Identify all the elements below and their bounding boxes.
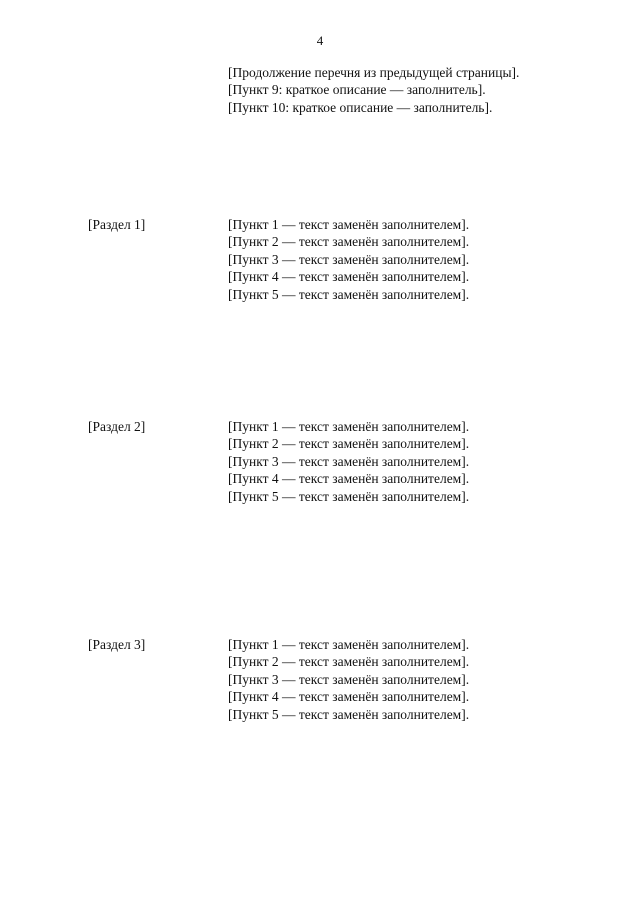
lead-item: [Продолжение перечня из предыдущей страницы]. — [228, 65, 520, 80]
section-2-content — [228, 418, 573, 505]
section-3-content — [228, 636, 573, 723]
section-3-label: [Раздел 3] — [88, 637, 146, 652]
list-item: [Пункт 3 — текст заменён заполнителем]. — [228, 251, 470, 267]
page-number: 4 — [316, 33, 324, 48]
list-item: [Пункт 1 — текст заменён заполнителем]. — [228, 637, 470, 652]
list-item: [Пункт 3 — текст заменён заполнителем]. — [228, 453, 470, 469]
list-item: [Пункт 4 — текст заменён заполнителем]. — [228, 471, 470, 487]
section-1-content — [228, 216, 573, 303]
continuation-list — [228, 64, 573, 116]
list-item: [Пункт 2 — текст заменён заполнителем]. — [228, 436, 470, 452]
lead-item: [Пункт 9: краткое описание — заполнитель]. — [228, 82, 486, 98]
lead-item: [Пункт 10: краткое описание — заполнитель]. — [228, 99, 493, 115]
list-item: [Пункт 5 — текст заменён заполнителем]. — [228, 488, 470, 504]
list-item: [Пункт 3 — текст заменён заполнителем]. — [228, 671, 470, 687]
section-2-label: [Раздел 2] — [88, 419, 146, 434]
list-item: [Пункт 4 — текст заменён заполнителем]. — [228, 269, 470, 285]
list-item: [Пункт 1 — текст заменён заполнителем]. — [228, 419, 470, 434]
list-item: [Пункт 4 — текст заменён заполнителем]. — [228, 689, 470, 705]
list-item: [Пункт 2 — текст заменён заполнителем]. — [228, 654, 470, 670]
section-1-label: [Раздел 1] — [88, 217, 146, 232]
list-item: [Пункт 2 — текст заменён заполнителем]. — [228, 234, 470, 250]
list-item: [Пункт 5 — текст заменён заполнителем]. — [228, 286, 470, 302]
list-item: [Пункт 5 — текст заменён заполнителем]. — [228, 706, 470, 722]
list-item: [Пункт 1 — текст заменён заполнителем]. — [228, 217, 470, 232]
